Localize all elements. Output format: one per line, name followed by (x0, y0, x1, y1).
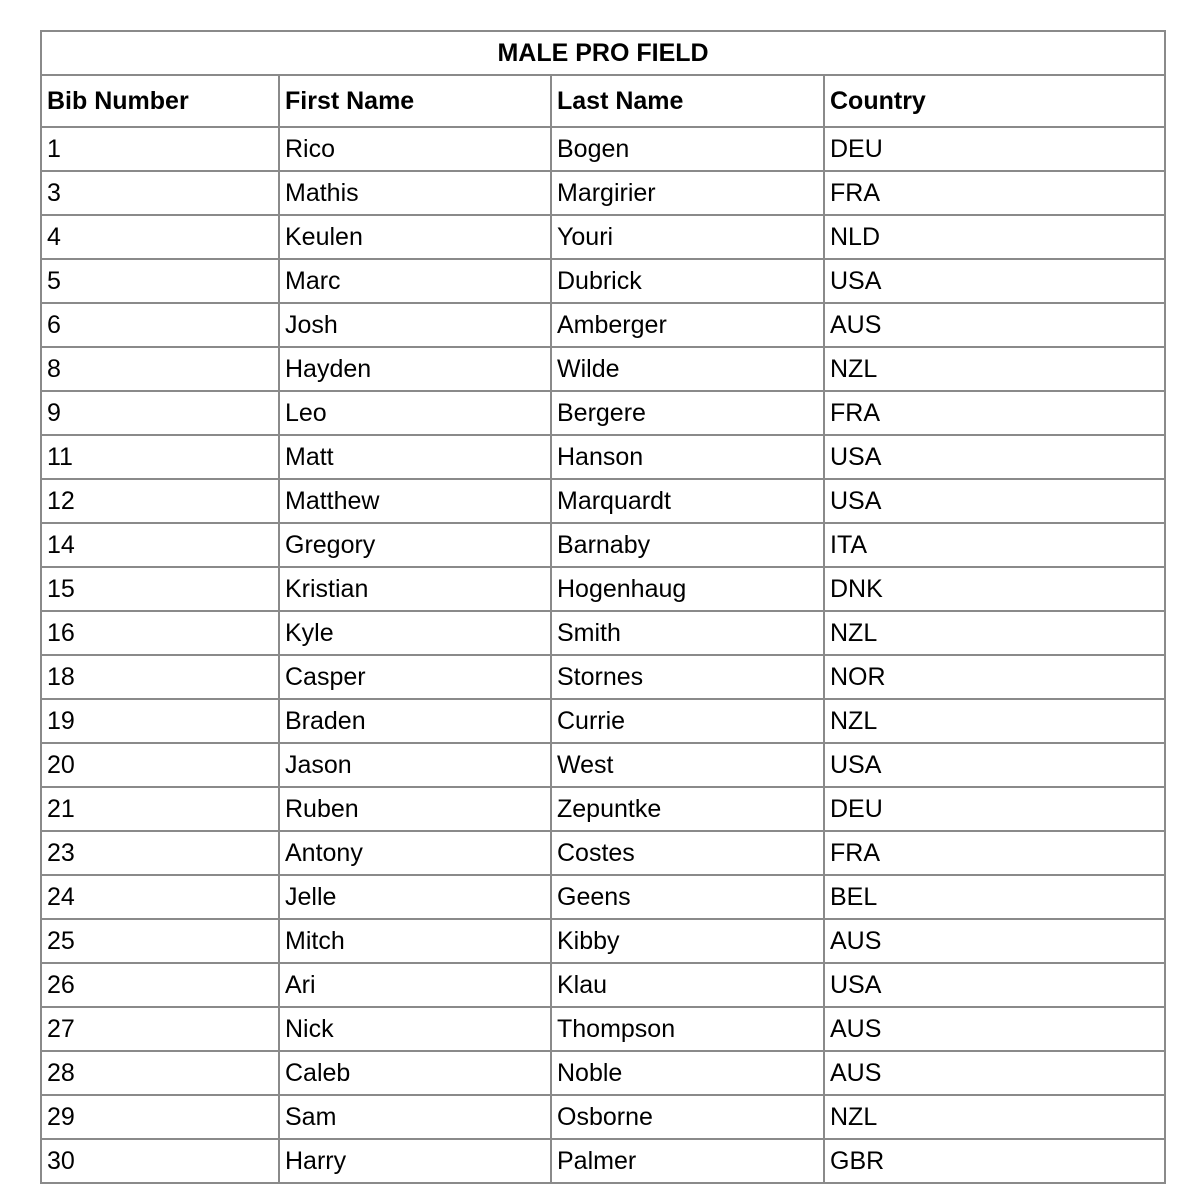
table-row (41, 611, 1165, 655)
first-name-cell: Jason (279, 743, 551, 787)
last-name-cell: Currie (551, 699, 824, 743)
table-row (41, 787, 1165, 831)
table-row (41, 919, 1165, 963)
country-cell: ITA (824, 523, 1165, 567)
first-name-cell: Nick (279, 1007, 551, 1051)
country-cell: NZL (824, 611, 1165, 655)
bib-number-cell: 14 (41, 523, 279, 567)
bib-number-cell: 15 (41, 567, 279, 611)
last-name-cell: Klau (551, 963, 824, 1007)
last-name-cell: Stornes (551, 655, 824, 699)
table-body (41, 127, 1165, 1183)
country-cell: NOR (824, 655, 1165, 699)
first-name-cell: Keulen (279, 215, 551, 259)
male-pro-field-table (40, 30, 1166, 1184)
first-name-cell: Josh (279, 303, 551, 347)
country-cell: GBR (824, 1139, 1165, 1183)
first-name-cell: Caleb (279, 1051, 551, 1095)
bib-number-cell: 9 (41, 391, 279, 435)
table-row (41, 831, 1165, 875)
last-name-cell: Geens (551, 875, 824, 919)
last-name-cell: Thompson (551, 1007, 824, 1051)
last-name-cell: Smith (551, 611, 824, 655)
last-name-cell: Hogenhaug (551, 567, 824, 611)
table-row (41, 479, 1165, 523)
first-name-cell: Gregory (279, 523, 551, 567)
bib-number-cell: 19 (41, 699, 279, 743)
column-header-first-name: First Name (279, 75, 551, 127)
first-name-cell: Jelle (279, 875, 551, 919)
column-header-last-name: Last Name (551, 75, 824, 127)
last-name-cell: Amberger (551, 303, 824, 347)
table-title: MALE PRO FIELD (41, 31, 1165, 75)
last-name-cell: Barnaby (551, 523, 824, 567)
table-row (41, 743, 1165, 787)
table-row (41, 347, 1165, 391)
bib-number-cell: 20 (41, 743, 279, 787)
bib-number-cell: 26 (41, 963, 279, 1007)
last-name-cell: Youri (551, 215, 824, 259)
first-name-cell: Kyle (279, 611, 551, 655)
first-name-cell: Matthew (279, 479, 551, 523)
table-row (41, 171, 1165, 215)
first-name-cell: Hayden (279, 347, 551, 391)
last-name-cell: Bergere (551, 391, 824, 435)
table-header-row (41, 75, 1165, 127)
first-name-cell: Marc (279, 259, 551, 303)
column-header-bib-number: Bib Number (41, 75, 279, 127)
bib-number-cell: 3 (41, 171, 279, 215)
country-cell: AUS (824, 1051, 1165, 1095)
last-name-cell: Wilde (551, 347, 824, 391)
table-row (41, 699, 1165, 743)
table-row (41, 303, 1165, 347)
last-name-cell: Marquardt (551, 479, 824, 523)
bib-number-cell: 21 (41, 787, 279, 831)
bib-number-cell: 23 (41, 831, 279, 875)
first-name-cell: Sam (279, 1095, 551, 1139)
country-cell: AUS (824, 303, 1165, 347)
country-cell: USA (824, 963, 1165, 1007)
bib-number-cell: 18 (41, 655, 279, 699)
country-cell: NZL (824, 1095, 1165, 1139)
first-name-cell: Matt (279, 435, 551, 479)
table-row (41, 523, 1165, 567)
last-name-cell: Kibby (551, 919, 824, 963)
country-cell: USA (824, 259, 1165, 303)
table-row (41, 435, 1165, 479)
bib-number-cell: 6 (41, 303, 279, 347)
table-title-row (41, 31, 1165, 75)
bib-number-cell: 25 (41, 919, 279, 963)
bib-number-cell: 12 (41, 479, 279, 523)
table-row (41, 875, 1165, 919)
last-name-cell: Zepuntke (551, 787, 824, 831)
country-cell: FRA (824, 831, 1165, 875)
bib-number-cell: 4 (41, 215, 279, 259)
table-row (41, 1139, 1165, 1183)
first-name-cell: Ruben (279, 787, 551, 831)
table-row (41, 259, 1165, 303)
last-name-cell: Dubrick (551, 259, 824, 303)
country-cell: NLD (824, 215, 1165, 259)
country-cell: NZL (824, 347, 1165, 391)
last-name-cell: Noble (551, 1051, 824, 1095)
table-row (41, 1095, 1165, 1139)
bib-number-cell: 1 (41, 127, 279, 171)
bib-number-cell: 29 (41, 1095, 279, 1139)
first-name-cell: Casper (279, 655, 551, 699)
last-name-cell: Palmer (551, 1139, 824, 1183)
country-cell: DNK (824, 567, 1165, 611)
country-cell: NZL (824, 699, 1165, 743)
bib-number-cell: 8 (41, 347, 279, 391)
first-name-cell: Braden (279, 699, 551, 743)
country-cell: USA (824, 479, 1165, 523)
table-row (41, 1051, 1165, 1095)
last-name-cell: Osborne (551, 1095, 824, 1139)
last-name-cell: Hanson (551, 435, 824, 479)
country-cell: BEL (824, 875, 1165, 919)
column-header-country: Country (824, 75, 1165, 127)
bib-number-cell: 5 (41, 259, 279, 303)
first-name-cell: Kristian (279, 567, 551, 611)
last-name-cell: Bogen (551, 127, 824, 171)
last-name-cell: West (551, 743, 824, 787)
country-cell: FRA (824, 391, 1165, 435)
country-cell: FRA (824, 171, 1165, 215)
table-row (41, 963, 1165, 1007)
table-row (41, 655, 1165, 699)
bib-number-cell: 27 (41, 1007, 279, 1051)
first-name-cell: Harry (279, 1139, 551, 1183)
bib-number-cell: 28 (41, 1051, 279, 1095)
table-row (41, 215, 1165, 259)
first-name-cell: Ari (279, 963, 551, 1007)
country-cell: AUS (824, 1007, 1165, 1051)
country-cell: AUS (824, 919, 1165, 963)
country-cell: DEU (824, 787, 1165, 831)
bib-number-cell: 24 (41, 875, 279, 919)
bib-number-cell: 11 (41, 435, 279, 479)
bib-number-cell: 16 (41, 611, 279, 655)
last-name-cell: Margirier (551, 171, 824, 215)
table-row (41, 1007, 1165, 1051)
first-name-cell: Mitch (279, 919, 551, 963)
table-row (41, 391, 1165, 435)
table-row (41, 127, 1165, 171)
first-name-cell: Antony (279, 831, 551, 875)
first-name-cell: Rico (279, 127, 551, 171)
country-cell: USA (824, 435, 1165, 479)
first-name-cell: Leo (279, 391, 551, 435)
country-cell: USA (824, 743, 1165, 787)
bib-number-cell: 30 (41, 1139, 279, 1183)
country-cell: DEU (824, 127, 1165, 171)
last-name-cell: Costes (551, 831, 824, 875)
table-row (41, 567, 1165, 611)
first-name-cell: Mathis (279, 171, 551, 215)
